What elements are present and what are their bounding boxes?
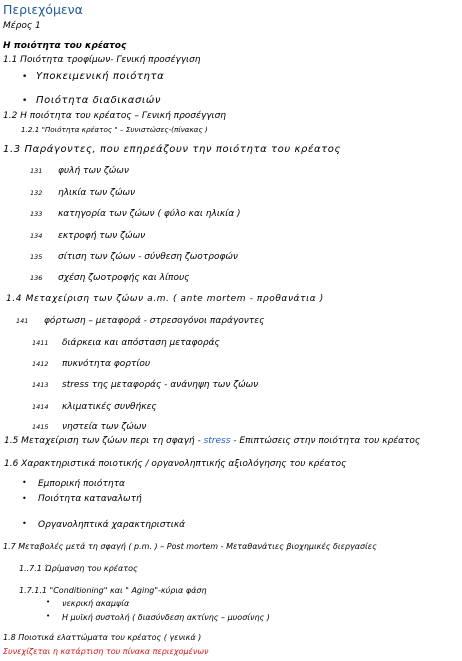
list-item: 132 ηλικία των ζώων (30, 188, 136, 198)
dash-rigor-mortis: νεκρική ακαμψία (62, 599, 130, 608)
list-item: 1415 νηστεία των ζώων (32, 422, 147, 432)
subsection-141: 141 φόρτωση – μεταφορά - στρεσογόνοι παράγοντες (16, 316, 265, 326)
bullet-icon: • (22, 96, 28, 106)
section-1-7-1: 1..7.1 Ώρίμανση του κρέατος (19, 564, 138, 573)
section-1-3: 1.3 Παράγοντες, που επηρεάζουν την ποιότητα του κρέατος (3, 144, 341, 155)
continuation-note: Συνεχίζεται η κατάρτιση του πίνακα περιεχομένων (3, 647, 209, 656)
bullet-consumer-quality: Ποιότητα καταναλωτή (38, 494, 142, 504)
bullet-icon: • (22, 72, 28, 82)
bullet-organoleptic: Οργανοληπτικά χαρακτηριστικά (38, 520, 186, 530)
list-item: 1413 stress της μεταφοράς - ανάνηψη των ζώων (32, 380, 259, 390)
bullet-commercial-quality: Εμπορική ποιότητα (38, 479, 125, 489)
bullet-icon: • (46, 598, 51, 606)
section-1-2-1: 1.2.1 "Ποιότητα κρέατος " – Συνιστώσες-(πίνακας ) (21, 125, 208, 134)
list-item: 1414 κλιματικές συνθήκες (32, 402, 157, 412)
section-1-6: 1.6 Χαρακτηριστικά ποιοτικής / οργανοληπτικής αξιολόγησης του κρέατος (4, 459, 347, 469)
section-heading: Η ποιότητα του κρέατος (3, 41, 127, 51)
stress-term: stress (203, 436, 231, 446)
list-item: 133 κατηγορία των ζώων ( φύλο και ηλικία ) (30, 209, 241, 219)
list-item: 1412 πυκνότητα φορτίου (32, 359, 151, 369)
dash-muscle-contraction: Η μυϊκή συστολή ( διασύνδεση ακτίνης – μυοσίνης ) (62, 613, 270, 622)
list-item: 1411 διάρκεια και απόσταση μεταφοράς (32, 338, 220, 348)
bullet-subjective-quality: Υποκειμενική ποιότητα (36, 71, 165, 82)
list-item: 135 σίτιση των ζώων - σύνθεση ζωοτροφών (30, 252, 238, 262)
part-label: Μέρος 1 (3, 21, 41, 31)
section-1-5: 1.5 Μεταχείριση των ζώων περι τη σφαγή - stress - Επιπτώσεις στην ποιότητα του κρέατος (4, 436, 421, 446)
bullet-icon: • (22, 478, 27, 487)
list-item: 134 εκτροφή των ζώων (30, 231, 146, 241)
section-1-7: 1.7 Μεταβολές μετά τη σφαγή ( p.m. ) – Post mortem - Μεταθανάτιες βιοχημικές διεργασίες (3, 542, 377, 551)
bullet-icon: • (22, 494, 27, 503)
section-1-1: 1.1 Ποιότητα τροφίμων- Γενική προσέγγιση (3, 55, 201, 65)
bullet-process-quality: Ποιότητα διαδικασιών (36, 95, 162, 106)
section-1-4: 1.4 Μεταχείριση των ζώων a.m. ( ante mortem - προθανάτια ) (6, 294, 324, 304)
section-1-8: 1.8 Ποιοτικά ελαττώματα του κρέατος ( γενικά ) (3, 633, 202, 642)
bullet-icon: • (22, 519, 27, 528)
bullet-icon: • (46, 612, 51, 620)
list-item: 136 σχέση ζωοτροφής και λίπους (30, 273, 190, 283)
section-1-7-1-1: 1.7.1.1 "Conditioning" και " Aging"-κύρια φάση (19, 586, 207, 595)
toc-title: Περιεχόμενα (3, 2, 83, 17)
list-item: 131 φυλή των ζώων (30, 166, 129, 176)
section-1-2: 1.2 Η ποιότητα του κρέατος – Γενική προσέγγιση (3, 111, 226, 121)
